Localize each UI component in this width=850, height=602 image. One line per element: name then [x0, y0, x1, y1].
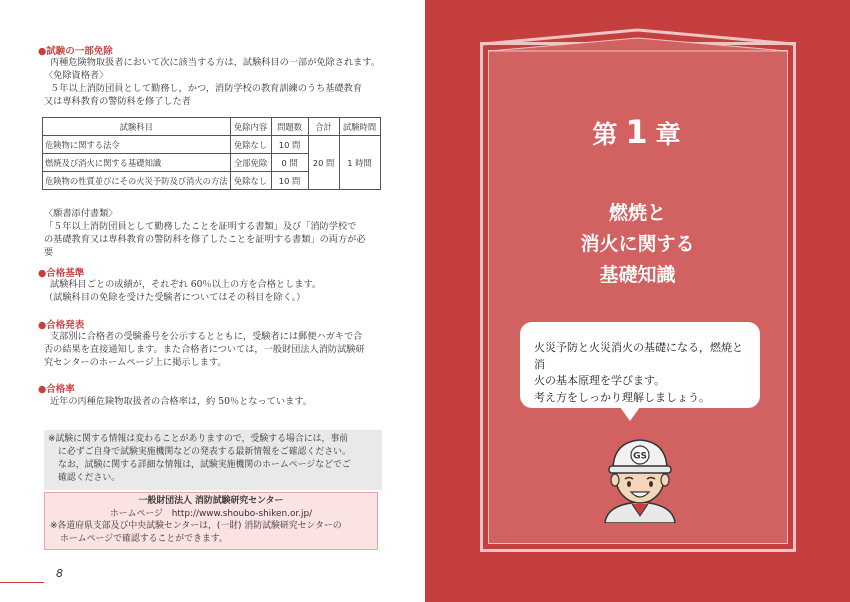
attached-docs-text: 要 — [44, 247, 54, 258]
bubble-text: 火の基本原理を学びます。 — [534, 374, 666, 387]
contact-note: ※各道府県支部及び中央試験センターは，(一財) 消防試験研究センターの — [50, 521, 342, 531]
table-cell-count: 10 問 — [271, 172, 308, 190]
pass-criteria-text: （試験科目の免除を受けた受験者についてはその科目を除く。） — [44, 292, 306, 303]
table-cell-count: 0 問 — [271, 154, 308, 172]
pass-rate-heading: ●合格率 — [38, 384, 75, 395]
notice-text: なお，試験に関する詳細な情報は，試験実施機関のホームページなどでご — [58, 460, 351, 470]
attached-docs-text: の基礎教育又は専科教育の警防科を修了したことを証明する書類」の両方が必 — [44, 234, 366, 245]
table-cell-time: 1 時間 — [339, 136, 380, 190]
chapter-title-line: 消火に関する — [580, 233, 695, 255]
contact-organization: 一般財団法人 消防試験研究センター — [138, 496, 284, 506]
chapter-heading — [425, 113, 850, 151]
pass-rate-text: 近年の丙種危険物取扱者の合格率は，約 50％となっています。 — [50, 396, 312, 407]
notice-text: 確認ください。 — [58, 473, 121, 483]
frame-top-arch — [480, 28, 796, 52]
table-cell-exemption: 免除なし — [230, 172, 271, 190]
table-header: 試験時間 — [339, 118, 380, 136]
table-cell-subject: 危険物の性質並びにその火災予防及び消火の方法 — [43, 172, 231, 190]
exemption-text: ５年以上消防団員として勤務し，かつ，消防学校の教育訓練のうち基礎教育 — [50, 83, 363, 94]
announcement-text: 支部別に合格者の受験番号を公示するとともに，受験者には郵便ハガキで合 — [50, 331, 363, 342]
announcement-text: 究センターのホームページ上に掲示します。 — [44, 357, 227, 368]
table-header: 問題数 — [271, 118, 308, 136]
attached-docs-text: 「５年以上消防団員として勤務したことを証明する書類」及び「消防学校で — [44, 221, 357, 232]
table-cell-count: 10 問 — [271, 136, 308, 154]
exemption-text: 又は専科教育の警防科を修了した者 — [44, 96, 191, 107]
table-header: 合計 — [308, 118, 339, 136]
speech-bubble-tail — [620, 407, 640, 421]
chapter-number: 1 — [625, 113, 650, 151]
chapter-title-line: 燃焼と — [608, 202, 666, 224]
announcement-text: 否の結果を直接通知します。また合格者については，一般財団法人消防試験研 — [44, 344, 365, 355]
attached-docs-heading: 〈願書添付書類〉 — [44, 208, 118, 219]
table-header-row — [43, 118, 381, 136]
table-cell-subject: 危険物に関する法令 — [43, 136, 231, 154]
notice-box — [44, 430, 382, 490]
table-cell-total: 20 問 — [308, 136, 339, 190]
exemption-subheading: 〈免除資格者〉 — [44, 70, 109, 81]
chapter-title-line: 基礎知識 — [599, 264, 676, 286]
exam-subjects-table — [42, 117, 381, 190]
exemption-text: 丙種危険物取扱者において次に該当する方は，試験科目の一部が免除されます。 — [50, 57, 381, 68]
contact-note: ホームページで確認することができます。 — [60, 533, 228, 544]
notice-text: ※試験に関する情報は変わることがありますので，受験する場合には，事前 — [48, 434, 349, 444]
table-header: 試験科目 — [43, 118, 231, 136]
page-number: 8 — [56, 567, 63, 580]
announcement-heading: ●合格発表 — [38, 320, 85, 331]
chapter-title-page — [425, 0, 850, 602]
pass-criteria-text: 試験科目ごとの成績が，それぞれ 60％以上の方を合格とします。 — [50, 279, 322, 290]
firefighter-mascot-icon — [585, 428, 695, 523]
contact-homepage-link[interactable]: ホームページ http://www.shoubo-shiken.or.jp/ — [109, 508, 313, 519]
helmet-badge-text: GS — [633, 451, 647, 462]
table-cell-exemption: 免除なし — [230, 136, 271, 154]
exemption-heading: ●試験の一部免除 — [38, 46, 113, 57]
table-cell-exemption: 全部免除 — [230, 154, 271, 172]
chapter-suffix: 章 — [655, 120, 683, 149]
pass-criteria-heading: ●合格基準 — [38, 268, 85, 279]
table-header: 免除内容 — [230, 118, 271, 136]
bubble-text: 火災予防と火災消火の基礎になる，燃焼と消 — [534, 341, 743, 371]
table-row — [43, 136, 381, 154]
contact-box — [44, 492, 378, 550]
page-number-rule — [0, 582, 44, 583]
notice-text: に必ずご自身で試験実施機関などの発表する最新情報をご確認ください。 — [58, 447, 351, 457]
chapter-prefix: 第 — [592, 120, 620, 149]
bubble-text: 考え方をしっかり理解しましょう。 — [534, 390, 710, 404]
table-cell-subject: 燃焼及び消火に関する基礎知識 — [43, 154, 231, 172]
speech-bubble — [520, 322, 760, 408]
